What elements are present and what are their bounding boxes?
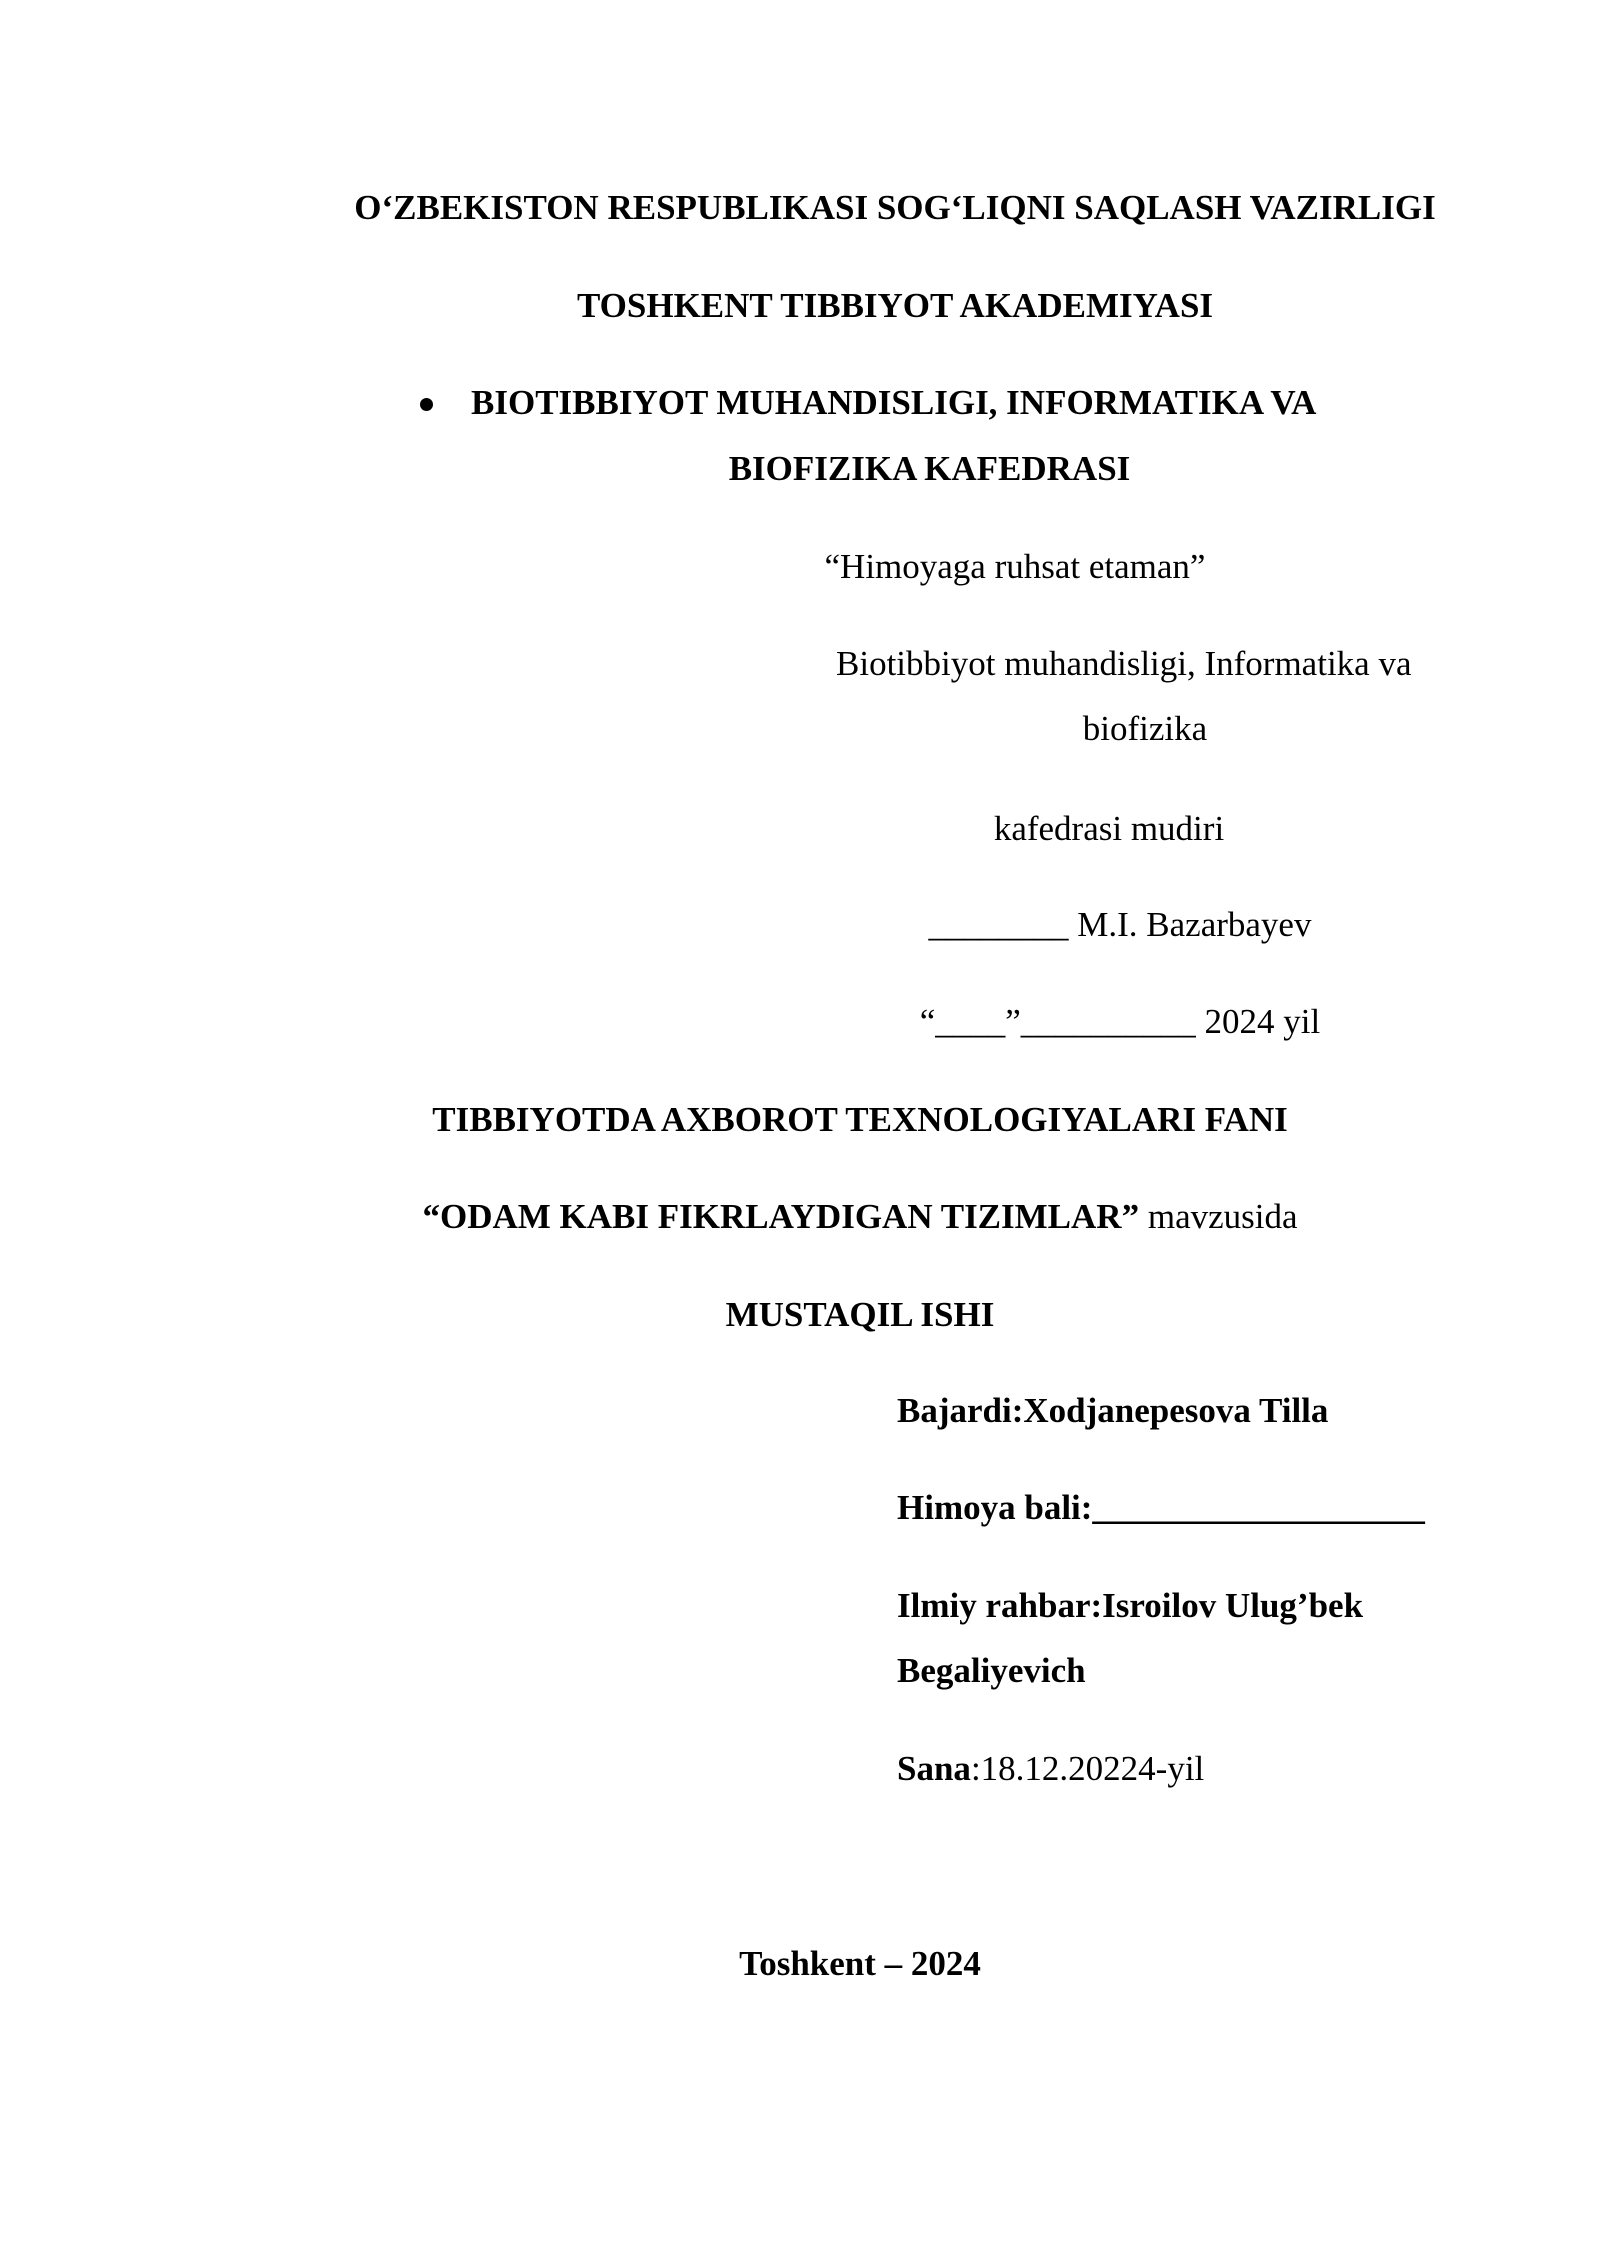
date-info [897, 1751, 1204, 1786]
date-value: :18.12.20224-yil [970, 1749, 1205, 1788]
topic-title [0, 1199, 1600, 1234]
approval-position-line1: Biotibbiyot muhandisligi, Informatika va [836, 644, 1412, 683]
supervisor-info-line2: Begaliyevich [897, 1651, 1086, 1690]
footer-city-year: Toshkent – 2024 [739, 1944, 981, 1983]
work-type-title: MUSTAQIL ISHI [725, 1295, 995, 1334]
grade-info: Himoya bali:___________________ [897, 1488, 1425, 1527]
topic-name: “ODAM KABI FIKRLAYDIGAN TIZIMLAR” [422, 1197, 1140, 1236]
department-heading-line2: BIOFIZIKA KAFEDRASI [728, 449, 1131, 488]
date-label: Sana [897, 1749, 971, 1788]
performer-info: Bajardi:Xodjanepesova Tilla [897, 1391, 1329, 1430]
approval-signature: ________ M.I. Bazarbayev [928, 905, 1312, 944]
approval-date: “____”__________ 2024 yil [919, 1002, 1321, 1041]
department-heading-line1: BIOTIBBIYOT MUHANDISLIGI, INFORMATIKA VA [471, 383, 1317, 422]
approval-quote: “Himoyaga ruhsat etaman” [824, 547, 1206, 586]
topic-suffix: mavzusida [1139, 1197, 1298, 1236]
approval-position-line3: kafedrasi mudiri [993, 809, 1225, 848]
ministry-heading: O‘ZBEKISTON RESPUBLIKASI SOG‘LIQNI SAQLASH VAZIRLIGI [354, 188, 1436, 227]
bullet-icon [420, 398, 433, 411]
academy-heading: TOSHKENT TIBBIYOT AKADEMIYASI [576, 286, 1214, 325]
approval-position-line2: biofizika [1082, 709, 1208, 748]
subject-title: TIBBIYOTDA AXBOROT TEXNOLOGIYALARI FANI [432, 1100, 1288, 1139]
supervisor-info-line1: Ilmiy rahbar:Isroilov Ulug’bek [897, 1586, 1364, 1625]
